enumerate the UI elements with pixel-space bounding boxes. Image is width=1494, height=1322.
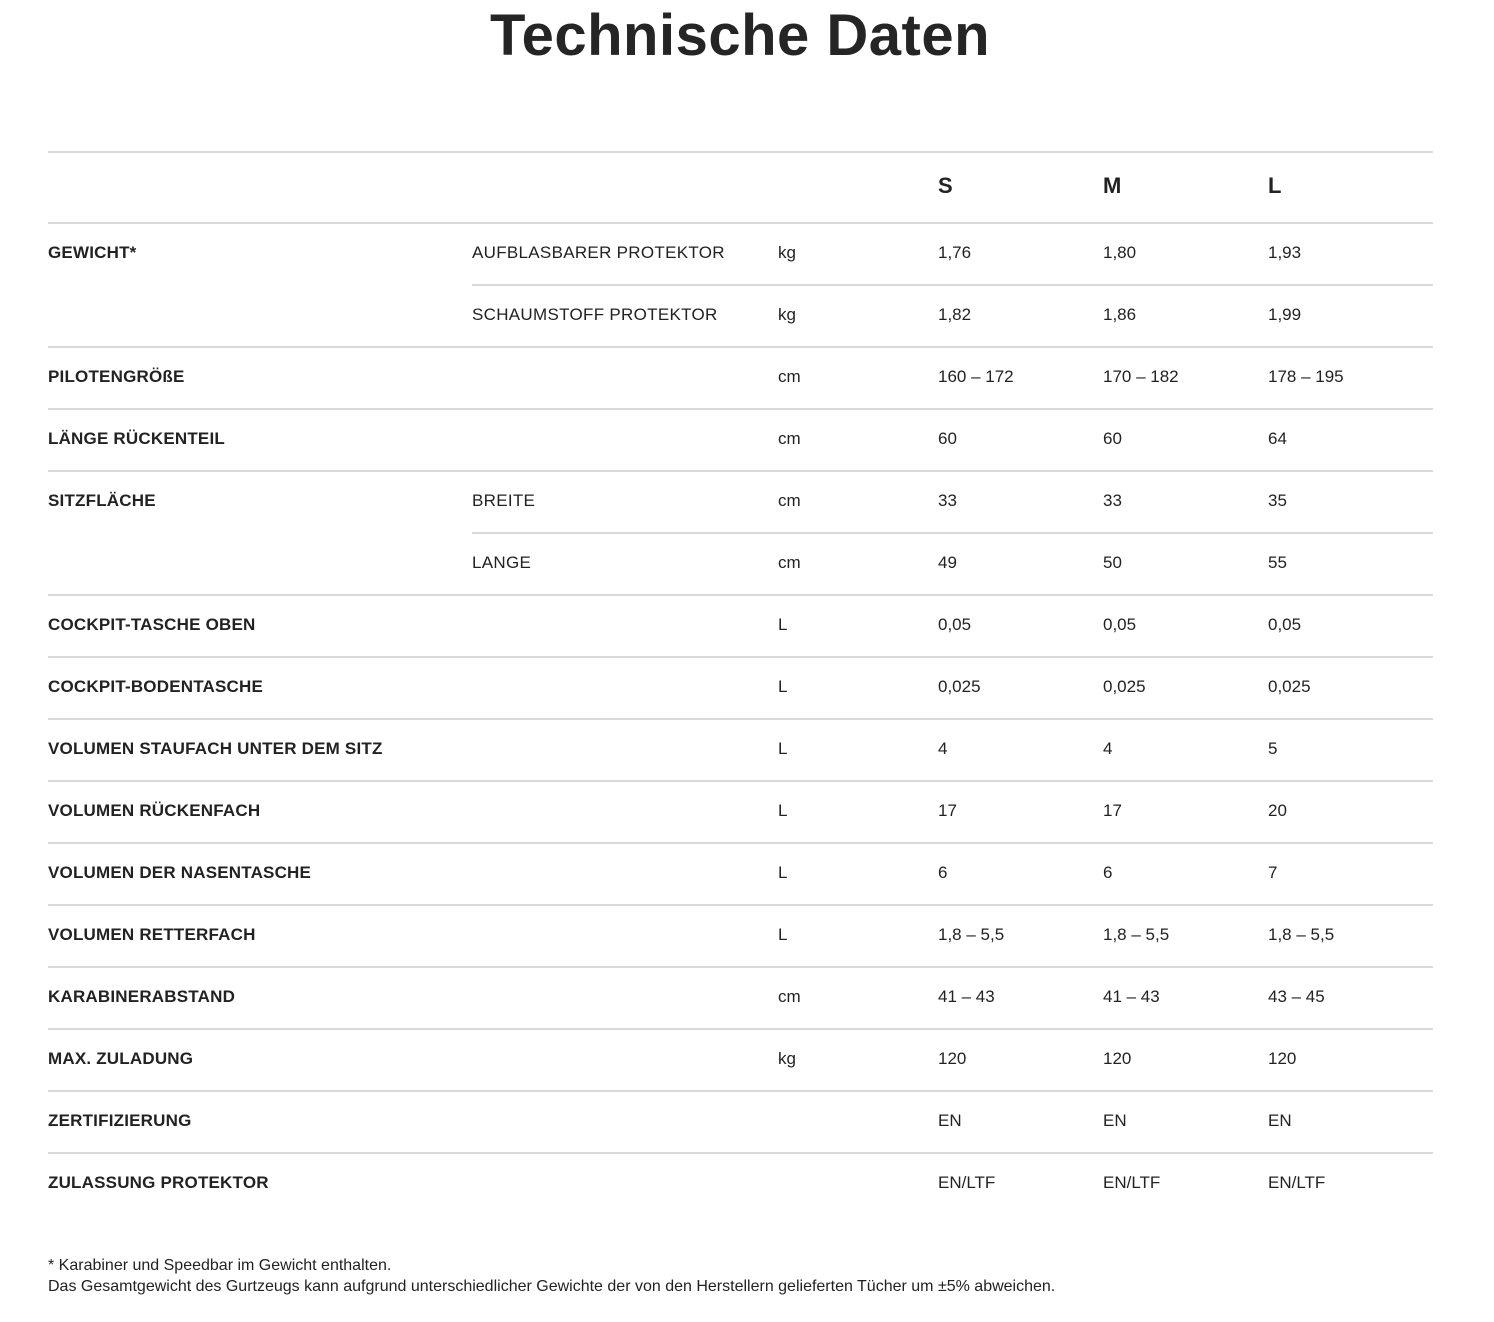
- row-unit: L: [778, 677, 788, 696]
- value-s: 120: [938, 1049, 967, 1068]
- value-s: 1,8 – 5,5: [938, 925, 1005, 944]
- value-l: 5: [1268, 739, 1278, 758]
- value-l: 0,05: [1268, 615, 1302, 634]
- row-unit: cm: [778, 987, 801, 1006]
- value-m: 1,86: [1103, 305, 1137, 324]
- table-row: [48, 286, 1433, 348]
- value-s: EN: [938, 1111, 962, 1130]
- table-row: [48, 224, 1433, 286]
- value-m: 41 – 43: [1103, 987, 1160, 1006]
- row-unit: L: [778, 615, 788, 634]
- value-l: 64: [1268, 429, 1287, 448]
- spec-table: [48, 151, 1433, 1216]
- row-unit: kg: [778, 243, 796, 262]
- row-label: VOLUMEN RETTERFACH: [48, 925, 256, 944]
- value-l: 20: [1268, 801, 1287, 820]
- value-s: 1,76: [938, 243, 972, 262]
- table-row: [48, 906, 1433, 968]
- row-unit: cm: [778, 429, 801, 448]
- value-m: 60: [1103, 429, 1122, 448]
- row-label: COCKPIT-BODENTASCHE: [48, 677, 264, 696]
- row-label: PILOTENGRÖßE: [48, 367, 185, 386]
- value-l: 120: [1268, 1049, 1297, 1068]
- page-title: Technische Daten: [489, 3, 991, 68]
- value-s: 0,025: [938, 677, 981, 696]
- value-m: 1,80: [1103, 243, 1137, 262]
- table-row: [48, 348, 1433, 410]
- value-m: 33: [1103, 491, 1122, 510]
- footnote-weight: * Karabiner und Speedbar im Gewicht enthalten.: [48, 1257, 392, 1274]
- row-unit: kg: [778, 1049, 796, 1068]
- value-l: EN: [1268, 1111, 1292, 1130]
- value-m: 0,05: [1103, 615, 1137, 634]
- value-l: 1,8 – 5,5: [1268, 925, 1335, 944]
- value-l: 35: [1268, 491, 1287, 510]
- value-m: 6: [1103, 863, 1113, 882]
- table-row: [48, 658, 1433, 720]
- row-label: ZERTIFIZIERUNG: [48, 1111, 192, 1130]
- value-m: 4: [1103, 739, 1113, 758]
- table-row: [48, 1154, 1433, 1216]
- row-label: VOLUMEN STAUFACH UNTER DEM SITZ: [48, 739, 383, 758]
- row-label: MAX. ZULADUNG: [48, 1049, 194, 1068]
- row-label: COCKPIT-TASCHE OBEN: [48, 615, 256, 634]
- row-sublabel: LANGE: [472, 553, 532, 572]
- footnotes: [48, 1255, 1055, 1297]
- value-m: 170 – 182: [1103, 367, 1179, 386]
- row-label: ZULASSUNG PROTEKTOR: [48, 1173, 269, 1192]
- row-label: LÄNGE RÜCKENTEIL: [48, 429, 225, 448]
- row-unit: cm: [778, 553, 801, 572]
- value-l: 1,99: [1268, 305, 1302, 324]
- row-unit: cm: [778, 367, 801, 386]
- value-l: 1,93: [1268, 243, 1302, 262]
- value-m: EN/LTF: [1103, 1173, 1161, 1192]
- table-row: [48, 1030, 1433, 1092]
- column-header-s: S: [938, 173, 953, 198]
- footnote-tolerance: Das Gesamtgewicht des Gurtzeugs kann aufgrund unterschiedlicher Gewichte der von den Herstellern gelieferten Tücher um ±5% abweichen.: [48, 1278, 1056, 1295]
- row-label: GEWICHT*: [48, 243, 137, 262]
- value-l: 7: [1268, 863, 1278, 882]
- table-row: [48, 1092, 1433, 1154]
- value-m: EN: [1103, 1111, 1127, 1130]
- column-header-l: L: [1268, 173, 1282, 198]
- table-row: [48, 968, 1433, 1030]
- value-s: 4: [938, 739, 948, 758]
- column-header-m: M: [1103, 173, 1122, 198]
- table-row: [48, 596, 1433, 658]
- row-unit: L: [778, 925, 788, 944]
- table-row: [48, 782, 1433, 844]
- row-label: VOLUMEN RÜCKENFACH: [48, 801, 261, 820]
- table-row: [48, 534, 1433, 596]
- row-unit: L: [778, 739, 788, 758]
- row-label: VOLUMEN DER NASENTASCHE: [48, 863, 312, 882]
- row-label: KARABINERABSTAND: [48, 987, 236, 1006]
- value-s: 33: [938, 491, 957, 510]
- value-l: 0,025: [1268, 677, 1311, 696]
- row-unit: cm: [778, 491, 801, 510]
- value-s: 160 – 172: [938, 367, 1014, 386]
- value-s: 6: [938, 863, 948, 882]
- value-l: EN/LTF: [1268, 1173, 1326, 1192]
- value-s: 49: [938, 553, 957, 572]
- value-l: 178 – 195: [1268, 367, 1344, 386]
- value-l: 55: [1268, 553, 1287, 572]
- table-row: [48, 472, 1433, 534]
- value-s: EN/LTF: [938, 1173, 996, 1192]
- row-unit: kg: [778, 305, 796, 324]
- table-row: [48, 410, 1433, 472]
- table-row: [48, 720, 1433, 782]
- row-sublabel: AUFBLASBARER PROTEKTOR: [472, 243, 725, 262]
- value-m: 0,025: [1103, 677, 1146, 696]
- value-m: 50: [1103, 553, 1122, 572]
- value-s: 1,82: [938, 305, 972, 324]
- value-l: 43 – 45: [1268, 987, 1325, 1006]
- value-s: 41 – 43: [938, 987, 995, 1006]
- value-s: 60: [938, 429, 957, 448]
- row-label: SITZFLÄCHE: [48, 491, 156, 510]
- value-m: 120: [1103, 1049, 1132, 1068]
- row-sublabel: BREITE: [472, 491, 536, 510]
- row-unit: L: [778, 863, 788, 882]
- row-unit: L: [778, 801, 788, 820]
- table-row: [48, 844, 1433, 906]
- value-m: 1,8 – 5,5: [1103, 925, 1170, 944]
- table-header-row: [48, 153, 1433, 224]
- value-s: 0,05: [938, 615, 972, 634]
- value-s: 17: [938, 801, 957, 820]
- value-m: 17: [1103, 801, 1122, 820]
- row-sublabel: SCHAUMSTOFF PROTEKTOR: [472, 305, 718, 324]
